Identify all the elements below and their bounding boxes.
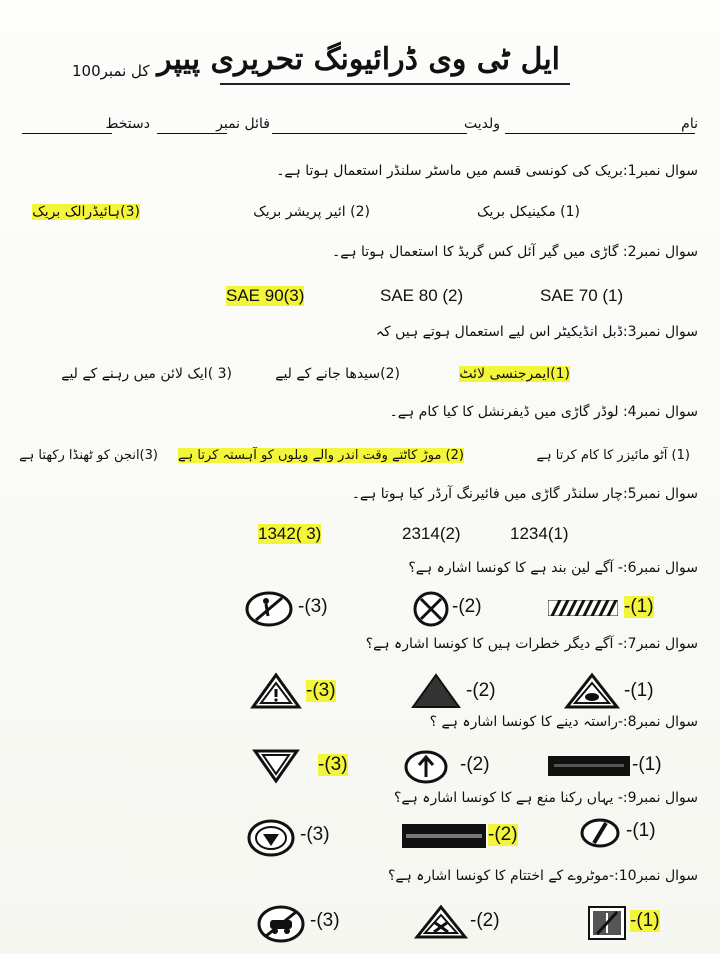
field-file-line[interactable] [157, 133, 227, 134]
q7-option-1[interactable]: -(1) [624, 680, 654, 701]
q5-option-2[interactable]: 2314(2) [402, 524, 461, 543]
q2-option-2[interactable]: SAE 80 (2) [380, 286, 464, 305]
striped-bar-icon [402, 824, 486, 848]
field-file-label: فائل نمبر [216, 116, 270, 132]
question-9: سوال نمبر9:- یہاں رکنا منع ہے کا کونسا اشارہ ہے؟ [393, 790, 698, 806]
roundabout-triangle-icon [246, 818, 296, 858]
q9-option-1[interactable]: -(1) [626, 820, 656, 841]
question-5: سوال نمبر5:چار سلنڈر گاڑی میں فائیرنگ آرڈر کیا ہوتا ہے۔ [351, 486, 698, 502]
q2-option-3[interactable]: SAE 90(3) [226, 286, 305, 305]
hazard-triangle-icon [564, 672, 620, 710]
filled-triangle-icon [410, 672, 462, 710]
field-name-label: نام [681, 116, 698, 132]
up-arrow-circle-icon [404, 750, 448, 784]
motorway-end-icon [588, 906, 626, 940]
exclamation-triangle-icon [250, 672, 302, 710]
q10-option-1[interactable]: -(1) [630, 910, 660, 931]
q3-option-1[interactable]: (1)ایمرجنسی لائٹ [459, 366, 570, 382]
q3-option-2[interactable]: (2)سیدھا جانے کے لیے [275, 366, 400, 382]
question-10: سوال نمبر10:-موٹروے کے اختتام کا کونسا اشارہ ہے؟ [388, 868, 698, 884]
q1-option-1[interactable]: (1) مکینیکل بریک [476, 204, 580, 220]
field-signature-label: دستخط [105, 116, 150, 132]
field-signature-line[interactable] [22, 133, 112, 134]
q8-option-3[interactable]: -(3) [318, 754, 348, 775]
q5-option-1[interactable]: 1234(1) [510, 524, 569, 543]
q1-option-3[interactable]: (3)ہائیڈرالک بریک [32, 204, 140, 220]
total-marks: کل نمبر100 [72, 62, 150, 80]
q6-option-2[interactable]: -(2) [452, 596, 482, 617]
q4-option-3[interactable]: (3)انجن کو ٹھنڈا رکھتا ہے [19, 448, 158, 463]
q7-option-3[interactable]: -(3) [306, 680, 336, 701]
q9-option-3[interactable]: -(3) [300, 824, 330, 845]
q8-option-2[interactable]: -(2) [460, 754, 490, 775]
q3-option-3[interactable]: (3 )ایک لائن میں رہنے کے لیے [61, 366, 232, 382]
question-1: سوال نمبر1:بریک کی کونسی قسم میں ماسٹر سلنڈر استعمال ہوتا ہے۔ [276, 163, 698, 179]
q6-option-3[interactable]: -(3) [298, 596, 328, 617]
q8-option-1[interactable]: -(1) [632, 754, 662, 775]
q6-option-1[interactable]: -(1) [624, 596, 654, 617]
q4-option-2[interactable]: (2) موڑ کاٹتے وقت اندر والے ویلوں کو آہستہ کرتا ہے [178, 448, 464, 463]
q2-option-1[interactable]: SAE 70 (1) [540, 286, 624, 305]
field-name-line[interactable] [505, 133, 695, 134]
crossed-triangle-icon [414, 904, 468, 940]
question-6: سوال نمبر6:- آگے لین بند ہے کا کونسا اشارہ ہے؟ [408, 560, 698, 576]
q10-option-2[interactable]: -(2) [470, 910, 500, 931]
q9-option-2[interactable]: -(2) [488, 824, 518, 845]
paper-title: ایل ٹی وی ڈرائیونگ تحریری پیپر [157, 42, 560, 77]
circle-slash-icon [580, 818, 620, 848]
no-pedestrian-icon [244, 590, 294, 628]
q1-option-2[interactable]: (2) ائیر پریشر بریک [253, 204, 370, 220]
give-way-triangle-icon [252, 748, 300, 784]
question-2: سوال نمبر2: گاڑی میں گیر آئل کس گریڈ کا استعمال ہوتا ہے۔ [331, 244, 698, 260]
lane-closed-bar-icon [548, 600, 618, 616]
question-3: سوال نمبر3:ڈبل انڈیکیٹر اس لیے استعمال ہوتے ہیں کہ [375, 324, 698, 340]
no-vehicle-icon [256, 904, 306, 944]
circle-cross-icon [412, 590, 450, 628]
q5-option-3[interactable]: 1342( 3) [258, 524, 322, 543]
field-father-line[interactable] [272, 133, 467, 134]
q10-option-3[interactable]: -(3) [310, 910, 340, 931]
question-8: سوال نمبر8:-راستہ دینے کا کونسا اشارہ ہے ؟ [429, 714, 698, 730]
question-7: سوال نمبر7:- آگے دیگر خطرات ہیں کا کونسا اشارہ ہے؟ [365, 636, 698, 652]
question-4: سوال نمبر4: لوڈر گاڑی میں ڈیفرنشل کا کیا کام ہے۔ [389, 404, 698, 420]
field-father-label: ولدیت [463, 116, 500, 132]
black-bar-icon [548, 756, 630, 776]
title-underline [220, 83, 570, 85]
q4-option-1[interactable]: (1) آٹو مائیزر کا کام کرتا ہے [536, 448, 690, 463]
q7-option-2[interactable]: -(2) [466, 680, 496, 701]
